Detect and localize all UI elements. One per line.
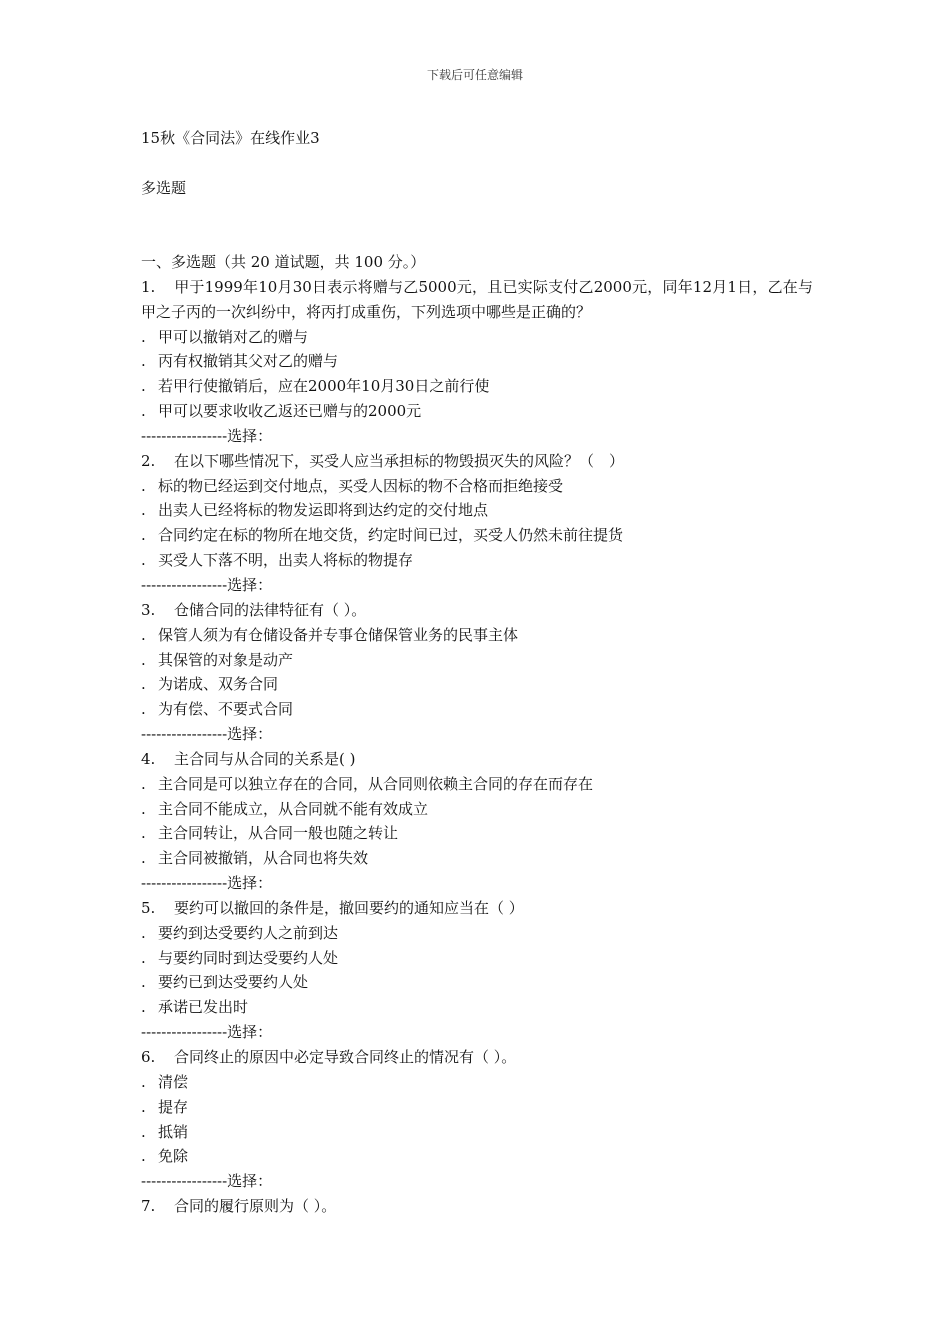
option-6-c[interactable]: . 抵销 — [141, 1122, 189, 1141]
question-number: 7. — [141, 1197, 156, 1216]
question-text: 合同终止的原因中必定导致合同终止的情况有（ ）。 — [174, 1048, 517, 1066]
option-5-d[interactable]: . 承诺已发出时 — [141, 998, 249, 1017]
question-number: 3. — [141, 600, 156, 619]
question-text: 要约可以撤回的条件是，撤回要约的通知应当在（ ） — [174, 898, 524, 917]
option-5-a[interactable]: . 要约到达受要约人之前到达 — [141, 923, 339, 942]
option-3-d[interactable]: . 为有偿、不要式合同 — [141, 700, 294, 719]
question-1 — [141, 275, 813, 325]
answer-separator: -----------------选择： — [141, 1172, 273, 1191]
option-1-b[interactable]: . 丙有权撤销其父对乙的赠与 — [141, 352, 339, 371]
option-2-c[interactable]: . 合同约定在标的物所在地交货，约定时间已过，买受人仍然未前往提货 — [141, 526, 624, 545]
question-text: 在以下哪些情况下，买受人应当承担标的物毁损灭失的风险？（ ） — [174, 451, 625, 470]
question-text: 仓储合同的法律特征有（ ）。 — [174, 600, 367, 619]
option-3-a[interactable]: . 保管人须为有仓储设备并专事仓储保管业务的民事主体 — [141, 625, 519, 644]
option-4-c[interactable]: . 主合同转让，从合同一般也随之转让 — [141, 824, 399, 843]
question-4 — [141, 747, 813, 772]
question-text: 甲于1999年10月30日表示将赠与乙5000元，且已实际支付乙2000元，同年12月1日，乙在与甲之子丙的一次纠纷中，将丙打成重伤，下列选项中哪些是正确的？ — [141, 277, 813, 321]
option-1-a[interactable]: . 甲可以撤销对乙的赠与 — [141, 327, 309, 346]
answer-separator: -----------------选择： — [141, 725, 273, 744]
question-2 — [141, 449, 813, 474]
option-1-c[interactable]: . 若甲行使撤销后，应在2000年10月30日之前行使 — [141, 377, 490, 396]
option-6-d[interactable]: . 免除 — [141, 1147, 189, 1166]
answer-separator: -----------------选择： — [141, 1023, 273, 1042]
question-number: 5. — [141, 898, 156, 917]
answer-separator: -----------------选择： — [141, 575, 273, 594]
page-title: 15秋《合同法》在线作业3 — [141, 129, 320, 147]
option-3-b[interactable]: . 其保管的对象是动产 — [141, 650, 294, 669]
option-6-a[interactable]: . 清偿 — [141, 1072, 189, 1091]
question-7 — [141, 1194, 813, 1219]
option-2-b[interactable]: . 出卖人已经将标的物发运即将到达约定的交付地点 — [141, 501, 489, 520]
question-number: 2. — [141, 451, 156, 470]
option-3-c[interactable]: . 为诺成、双务合同 — [141, 675, 279, 694]
question-number: 1. — [141, 277, 156, 296]
question-text: 主合同与从合同的关系是( ) — [174, 749, 356, 768]
option-2-d[interactable]: . 买受人下落不明，出卖人将标的物提存 — [141, 551, 414, 570]
option-6-b[interactable]: . 提存 — [141, 1097, 189, 1116]
option-2-a[interactable]: . 标的物已经运到交付地点，买受人因标的物不合格而拒绝接受 — [141, 476, 564, 495]
option-1-d[interactable]: . 甲可以要求收收乙返还已赠与的2000元 — [141, 402, 422, 421]
question-6 — [141, 1045, 813, 1070]
question-number: 6. — [141, 1048, 156, 1066]
answer-separator: -----------------选择： — [141, 426, 273, 445]
option-5-b[interactable]: . 与要约同时到达受要约人处 — [141, 948, 339, 967]
section-heading: 一、多选题（共 20 道试题，共 100 分。） — [141, 253, 426, 271]
option-5-c[interactable]: . 要约已到达受要约人处 — [141, 973, 309, 992]
option-4-b[interactable]: . 主合同不能成立，从合同就不能有效成立 — [141, 799, 429, 818]
question-list — [141, 250, 813, 1219]
question-5 — [141, 896, 813, 921]
option-4-a[interactable]: . 主合同是可以独立存在的合同，从合同则依赖主合同的存在而存在 — [141, 774, 594, 793]
answer-separator: -----------------选择： — [141, 874, 273, 893]
question-3 — [141, 598, 813, 623]
question-number: 4. — [141, 749, 156, 768]
header-note: 下载后可任意编辑 — [426, 68, 523, 82]
option-4-d[interactable]: . 主合同被撤销，从合同也将失效 — [141, 849, 369, 868]
question-text: 合同的履行原则为（ ）。 — [174, 1197, 337, 1216]
page-subtitle: 多选题 — [141, 179, 187, 197]
